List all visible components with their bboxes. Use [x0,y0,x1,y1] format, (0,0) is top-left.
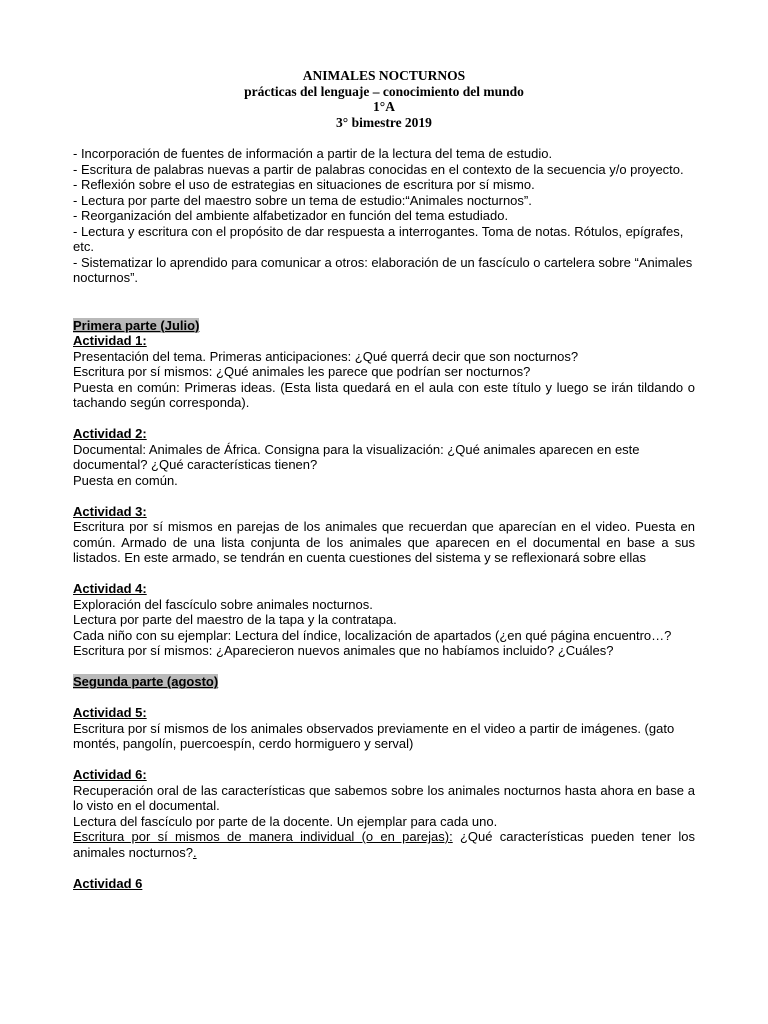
activity-3-title: Actividad 3: [73,503,147,519]
activity-1-line: Puesta en común: Primeras ideas. (Esta lista quedará en el aula con este título y luego se irán tildando o tachando según corresponda). [73,379,695,410]
objective-item: - Incorporación de fuentes de información a partir de la lectura del tema de estudio. [73,146,553,161]
objective-item: - Reorganización del ambiente alfabetizador en función del tema estudiado. [73,208,509,223]
activity-6-question: ¿Qué características pueden tener los animales nocturnos? [73,829,695,860]
part1-heading-row [73,318,695,334]
activity-6-trailing: . [192,844,197,860]
activity-2-line: Documental: Animales de África. Consigna para la visualización: ¿Qué animales aparecen en este documental? ¿Qué características tienen? [73,441,640,472]
objective-item: - Lectura por parte del maestro sobre un tema de estudio:“Animales nocturnos”. [73,192,532,208]
activity-6-line: Recuperación oral de las características que sabemos sobre los animales nocturnos hasta ahora en base a lo visto en el documental. [73,782,695,813]
activity-4-line: Exploración del fascículo sobre animales nocturnos. [73,596,373,612]
part1-heading: Primera parte (Julio) [73,317,200,333]
activity-6-question-line [73,829,695,860]
activity-1-title: Actividad 1: [73,333,147,348]
activity-5-title: Actividad 5: [73,705,147,720]
activity-4-line: Lectura por parte del maestro de la tapa y la contratapa. [73,612,397,627]
activity-5 [73,705,695,752]
document-grade: 1°A [373,99,395,114]
activity-2-line: Puesta en común. [73,472,178,488]
activity-3 [73,504,695,566]
activity-4-line: Cada niño con su ejemplar: Lectura del índice, localización de apartados (¿en qué página encuentro…? [73,627,672,643]
objective-item: - Lectura y escritura con el propósito de dar respuesta a interrogantes. Toma de notas. Rótulos, epígrafes, etc. [73,223,684,254]
document-title: ANIMALES NOCTURNOS [302,68,466,83]
objective-item: - Reflexión sobre el uso de estrategias en situaciones de escritura por sí mismo. [73,177,535,192]
activity-1-line: Escritura por sí mismos: ¿Qué animales les parece que podrían ser nocturnos? [73,364,531,379]
activity-4-line: Escritura por sí mismos: ¿Aparecieron nuevos animales que no habíamos incluido? ¿Cuáles? [73,643,614,658]
activity-6 [73,767,695,860]
document-period: 3° bimestre 2019 [336,114,432,130]
activity-6b-title: Actividad 6 [73,875,143,891]
objective-item: - Escritura de palabras nuevas a partir de palabras conocidas en el contexto de la secuencia y/o proyecto. [73,161,684,177]
activity-1 [73,333,695,411]
activity-6b [73,876,695,892]
activity-4-title: Actividad 4: [73,581,147,596]
activity-5-line: Escritura por sí mismos de los animales observados previamente en el video a partir de imágenes. (gato montés, pangolín, puercoespín, cerdo hormiguero y serval) [73,720,675,751]
document-subtitle: prácticas del lenguaje – conocimiento del mundo [244,83,524,99]
activity-3-text: Escritura por sí mismos en parejas de los animales que recuerdan que aparecían en el video. Puesta en común. Armado de una lista conjunta de los animales que aparecen en el documental en base a sus listados. En este armado, se tendrán en cuenta cuestiones del sistema y se reflexionará sobre ellas [73,519,695,565]
objectives-list [73,146,695,286]
part2-heading: Segunda parte (agosto) [73,674,219,689]
activity-4 [73,581,695,659]
activity-2-title: Actividad 2: [73,426,147,441]
activity-6-line: Lectura del fascículo por parte de la docente. Un ejemplar para cada uno. [73,813,498,829]
activity-2 [73,426,695,488]
part2-heading-row [73,674,695,690]
objective-item: - Sistematizar lo aprendido para comunicar a otros: elaboración de un fascículo o cartelera sobre “Animales nocturnos”. [73,254,693,285]
activity-1-line: Presentación del tema. Primeras anticipaciones: ¿Qué querrá decir que son nocturnos? [73,348,579,364]
activity-6-title: Actividad 6: [73,767,147,782]
document-header [73,68,695,130]
activity-6-underlined-lead: Escritura por sí mismos de manera individual (o en parejas): [73,829,453,844]
